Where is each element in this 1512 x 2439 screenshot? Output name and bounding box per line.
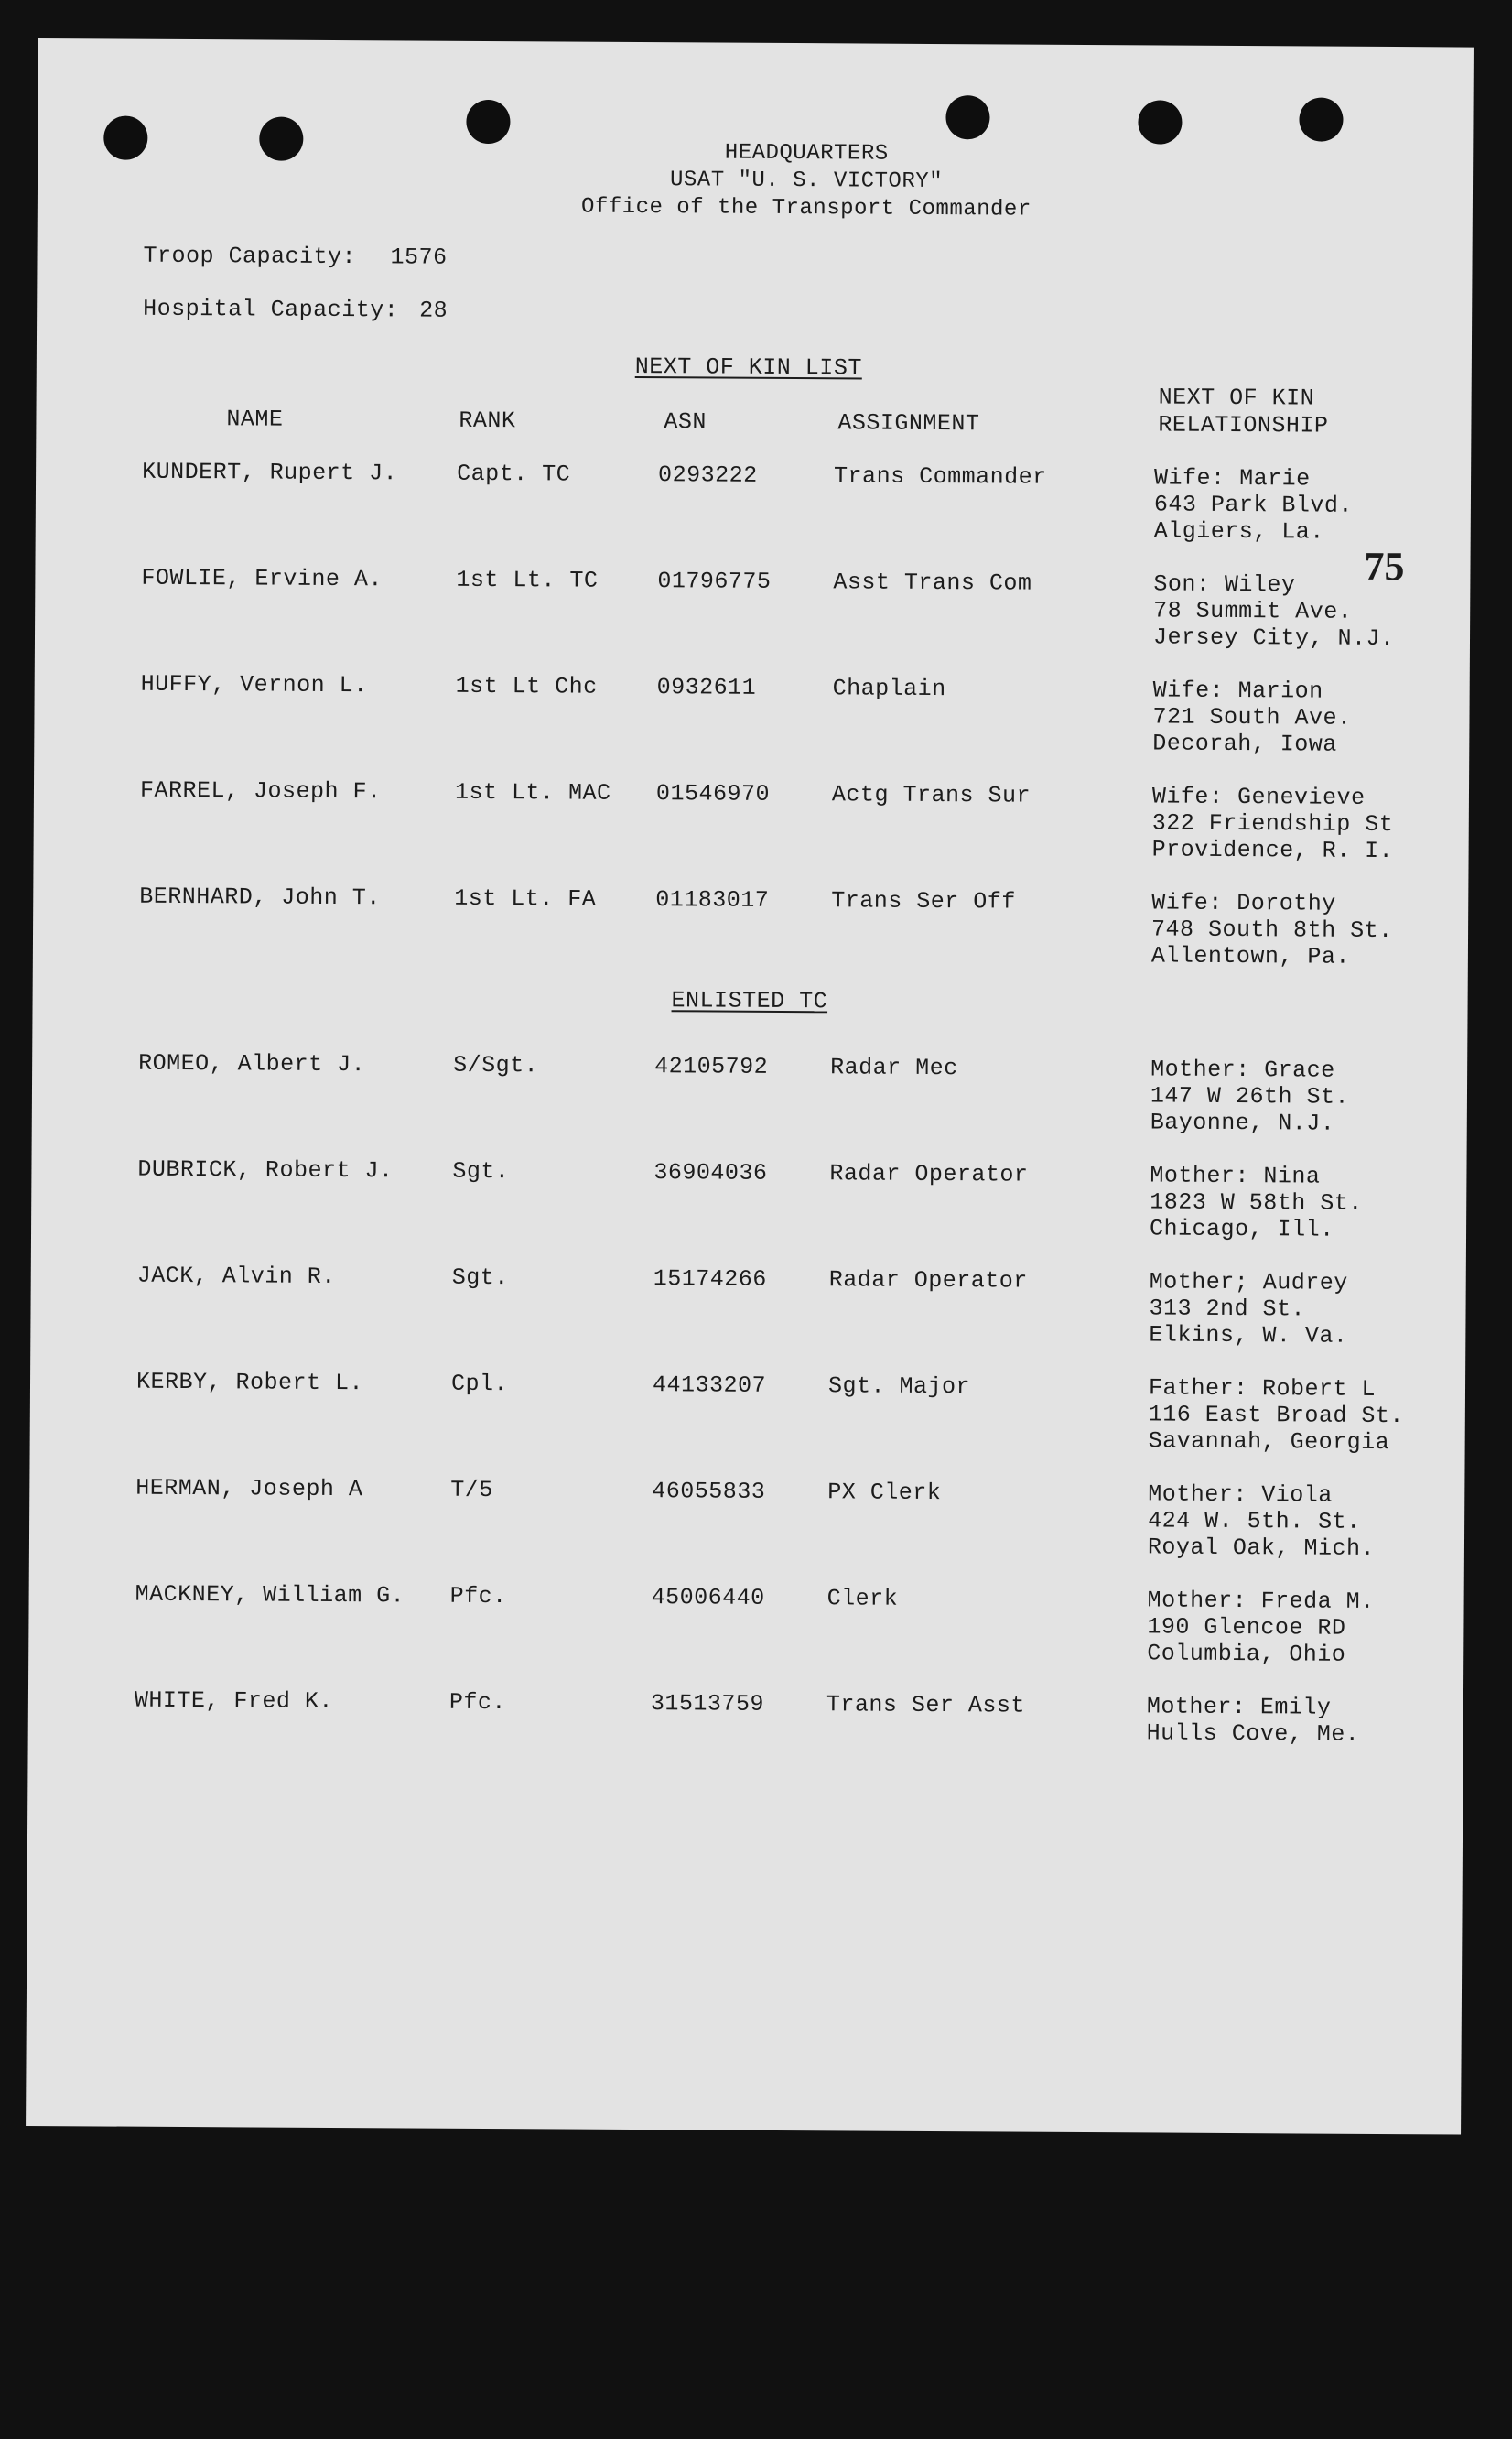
next-of-kin-line: Savannah, Georgia <box>1148 1427 1390 1457</box>
troop-capacity-label: Troop Capacity: <box>143 242 357 271</box>
entry-assignment: Trans Commander <box>834 462 1047 491</box>
header-line-2: USAT "U. S. VICTORY" <box>669 168 944 195</box>
table-row <box>28 1686 1463 1748</box>
enlisted-title: ENLISTED TC <box>671 987 828 1015</box>
entry-next-of-kin <box>1147 1587 1422 1668</box>
next-of-kin-line: Chicago, Ill. <box>1149 1215 1334 1243</box>
entry-asn: 0293222 <box>658 461 758 489</box>
next-of-kin-line: Mother: Freda M. <box>1147 1587 1375 1615</box>
entry-asn: 01796775 <box>657 568 772 595</box>
entry-asn: 42105792 <box>654 1053 769 1080</box>
entry-next-of-kin <box>1148 1480 1423 1562</box>
next-of-kin-line: Wife: Marion <box>1152 677 1323 705</box>
next-of-kin-line: 1823 W 58th St. <box>1150 1188 1363 1217</box>
table-row <box>33 883 1468 970</box>
document-page <box>26 38 1474 2135</box>
hospital-capacity-label: Hospital Capacity: <box>143 295 399 324</box>
next-of-kin-line: Bayonne, N.J. <box>1150 1109 1335 1137</box>
next-of-kin-line: Mother: Viola <box>1148 1480 1333 1509</box>
header-line-3: Office of the Transport Commander <box>580 194 1031 222</box>
entry-name: JACK, Alvin R. <box>136 1262 336 1291</box>
next-of-kin-line: 322 Friendship St <box>1151 809 1394 839</box>
next-of-kin-line: Mother: Grace <box>1150 1056 1335 1084</box>
entry-asn: 01183017 <box>655 886 770 914</box>
entry-name: FARREL, Joseph F. <box>139 776 382 806</box>
next-of-kin-line: Mother; Audrey <box>1149 1268 1348 1296</box>
next-of-kin-line: 147 W 26th St. <box>1150 1082 1350 1111</box>
entry-name: KERBY, Robert L. <box>135 1368 364 1397</box>
column-header-asn: ASN <box>664 408 707 436</box>
punch-hole <box>945 95 989 139</box>
entry-name: DUBRICK, Robert J. <box>137 1155 394 1185</box>
entry-assignment: Chaplain <box>832 675 946 703</box>
table-row <box>34 776 1469 865</box>
entry-name: HERMAN, Joseph A <box>135 1474 363 1503</box>
entry-asn: 44133207 <box>652 1371 767 1399</box>
entry-assignment: Asst Trans Com <box>833 569 1032 597</box>
entry-assignment: Sgt. Major <box>827 1372 971 1401</box>
entry-assignment: Radar Operator <box>829 1160 1029 1188</box>
next-of-kin-line: Elkins, W. Va. <box>1149 1321 1348 1350</box>
entry-next-of-kin <box>1149 1374 1424 1456</box>
table-row <box>32 1155 1467 1243</box>
entry-name: KUNDERT, Rupert J. <box>142 458 398 487</box>
column-header-kin-line-1: NEXT OF KIN <box>1158 384 1315 412</box>
table-row <box>36 458 1471 546</box>
entry-rank: Cpl. <box>450 1370 509 1398</box>
punch-hole <box>1138 100 1182 144</box>
next-of-kin-line: Jersey City, N.J. <box>1152 623 1395 653</box>
entry-next-of-kin <box>1151 889 1427 970</box>
table-row <box>31 1262 1466 1350</box>
entry-asn: 15174266 <box>653 1265 767 1293</box>
entry-rank: Capt. TC <box>457 460 571 488</box>
next-of-kin-line: Wife: Dorothy <box>1151 889 1336 917</box>
punch-hole <box>466 100 510 144</box>
column-header-assignment: ASSIGNMENT <box>837 409 980 438</box>
entry-rank: 1st Lt. TC <box>456 566 599 594</box>
entry-rank: T/5 <box>450 1476 493 1504</box>
next-of-kin-line: 78 Summit Ave. <box>1153 597 1353 625</box>
entry-rank: 1st Lt Chc <box>455 672 598 700</box>
next-of-kin-line: 643 Park Blvd. <box>1153 491 1354 519</box>
table-row <box>30 1368 1465 1457</box>
entry-asn: 01546970 <box>655 780 771 808</box>
entry-asn: 31513759 <box>650 1690 765 1718</box>
table-row <box>35 564 1470 653</box>
entry-name: MACKNEY, William G. <box>135 1580 405 1610</box>
entry-assignment: Actg Trans Sur <box>831 781 1031 809</box>
entry-assignment: Clerk <box>826 1585 899 1612</box>
next-of-kin-line: 116 East Broad St. <box>1148 1401 1404 1430</box>
punch-hole <box>1299 97 1343 141</box>
next-of-kin-line: Mother: Nina <box>1150 1162 1321 1190</box>
entry-rank: 1st Lt. MAC <box>454 778 611 807</box>
entry-name: WHITE, Fred K. <box>134 1686 334 1716</box>
next-of-kin-line: Columbia, Ohio <box>1147 1640 1346 1668</box>
next-of-kin-line: 748 South 8th St. <box>1150 916 1393 945</box>
next-of-kin-line: Mother: Emily <box>1146 1693 1332 1721</box>
table-row <box>29 1580 1464 1668</box>
entry-rank: Sgt. <box>452 1157 510 1186</box>
next-of-kin-line: 313 2nd St. <box>1149 1295 1306 1323</box>
entry-asn: 0932611 <box>656 674 757 701</box>
entry-rank: S/Sgt. <box>453 1051 539 1079</box>
entry-rank: Pfc. <box>448 1688 507 1717</box>
next-of-kin-line: Son: Wiley <box>1153 570 1296 599</box>
entry-next-of-kin <box>1154 464 1430 546</box>
entry-assignment: Trans Ser Asst <box>826 1691 1026 1719</box>
next-of-kin-line: Wife: Marie <box>1154 464 1311 493</box>
entry-next-of-kin <box>1147 1693 1421 1748</box>
entry-assignment: Radar Mec <box>830 1054 958 1082</box>
next-of-kin-line: Royal Oak, Mich. <box>1147 1534 1376 1562</box>
entry-next-of-kin <box>1152 783 1428 864</box>
entry-next-of-kin <box>1153 570 1429 652</box>
entry-asn: 46055833 <box>652 1478 766 1505</box>
table-row <box>29 1474 1464 1562</box>
punch-hole <box>103 115 147 159</box>
entry-name: HUFFY, Vernon L. <box>140 670 368 699</box>
entry-rank: 1st Lt. FA <box>454 884 597 913</box>
next-of-kin-line: Algiers, La. <box>1153 517 1324 546</box>
punch-hole <box>259 116 303 160</box>
column-header-rank: RANK <box>459 406 516 435</box>
entry-rank: Sgt. <box>451 1263 509 1292</box>
next-of-kin-line: Wife: Genevieve <box>1151 783 1366 811</box>
entry-rank: Pfc. <box>449 1582 507 1610</box>
next-of-kin-line: 424 W. 5th. St. <box>1148 1507 1361 1535</box>
column-header-name: NAME <box>226 406 284 433</box>
list-title: NEXT OF KIN LIST <box>634 352 862 382</box>
table-row <box>35 670 1470 758</box>
entry-next-of-kin <box>1152 677 1428 758</box>
column-header-kin-line-2: RELATIONSHIP <box>1158 411 1329 439</box>
entry-assignment: Radar Operator <box>828 1266 1028 1295</box>
entry-name: FOWLIE, Ervine A. <box>141 564 383 593</box>
entry-next-of-kin <box>1150 1056 1426 1137</box>
table-row <box>32 1049 1467 1137</box>
troop-capacity-value: 1576 <box>390 244 448 271</box>
next-of-kin-line: Father: Robert L <box>1148 1374 1377 1403</box>
entry-next-of-kin <box>1150 1162 1425 1243</box>
entry-name: BERNHARD, John T. <box>139 883 381 912</box>
next-of-kin-line: 190 Glencoe RD <box>1147 1613 1346 1642</box>
page-number: 75 <box>1364 543 1405 590</box>
entry-asn: 36904036 <box>653 1159 768 1187</box>
entry-asn: 45006440 <box>651 1584 765 1611</box>
next-of-kin-line: 721 South Ave. <box>1152 703 1352 732</box>
entry-assignment: PX Clerk <box>827 1479 942 1507</box>
next-of-kin-line: Decorah, Iowa <box>1152 730 1337 758</box>
entry-assignment: Trans Ser Off <box>831 887 1016 916</box>
next-of-kin-line: Providence, R. I. <box>1151 836 1394 865</box>
hospital-capacity-value: 28 <box>419 297 448 324</box>
next-of-kin-line: Hulls Cove, Me. <box>1146 1719 1360 1748</box>
header-line-1: HEADQUARTERS <box>724 140 889 167</box>
next-of-kin-line: Allentown, Pa. <box>1150 942 1351 970</box>
entry-name: ROMEO, Albert J. <box>138 1049 366 1079</box>
entry-next-of-kin <box>1149 1268 1424 1350</box>
